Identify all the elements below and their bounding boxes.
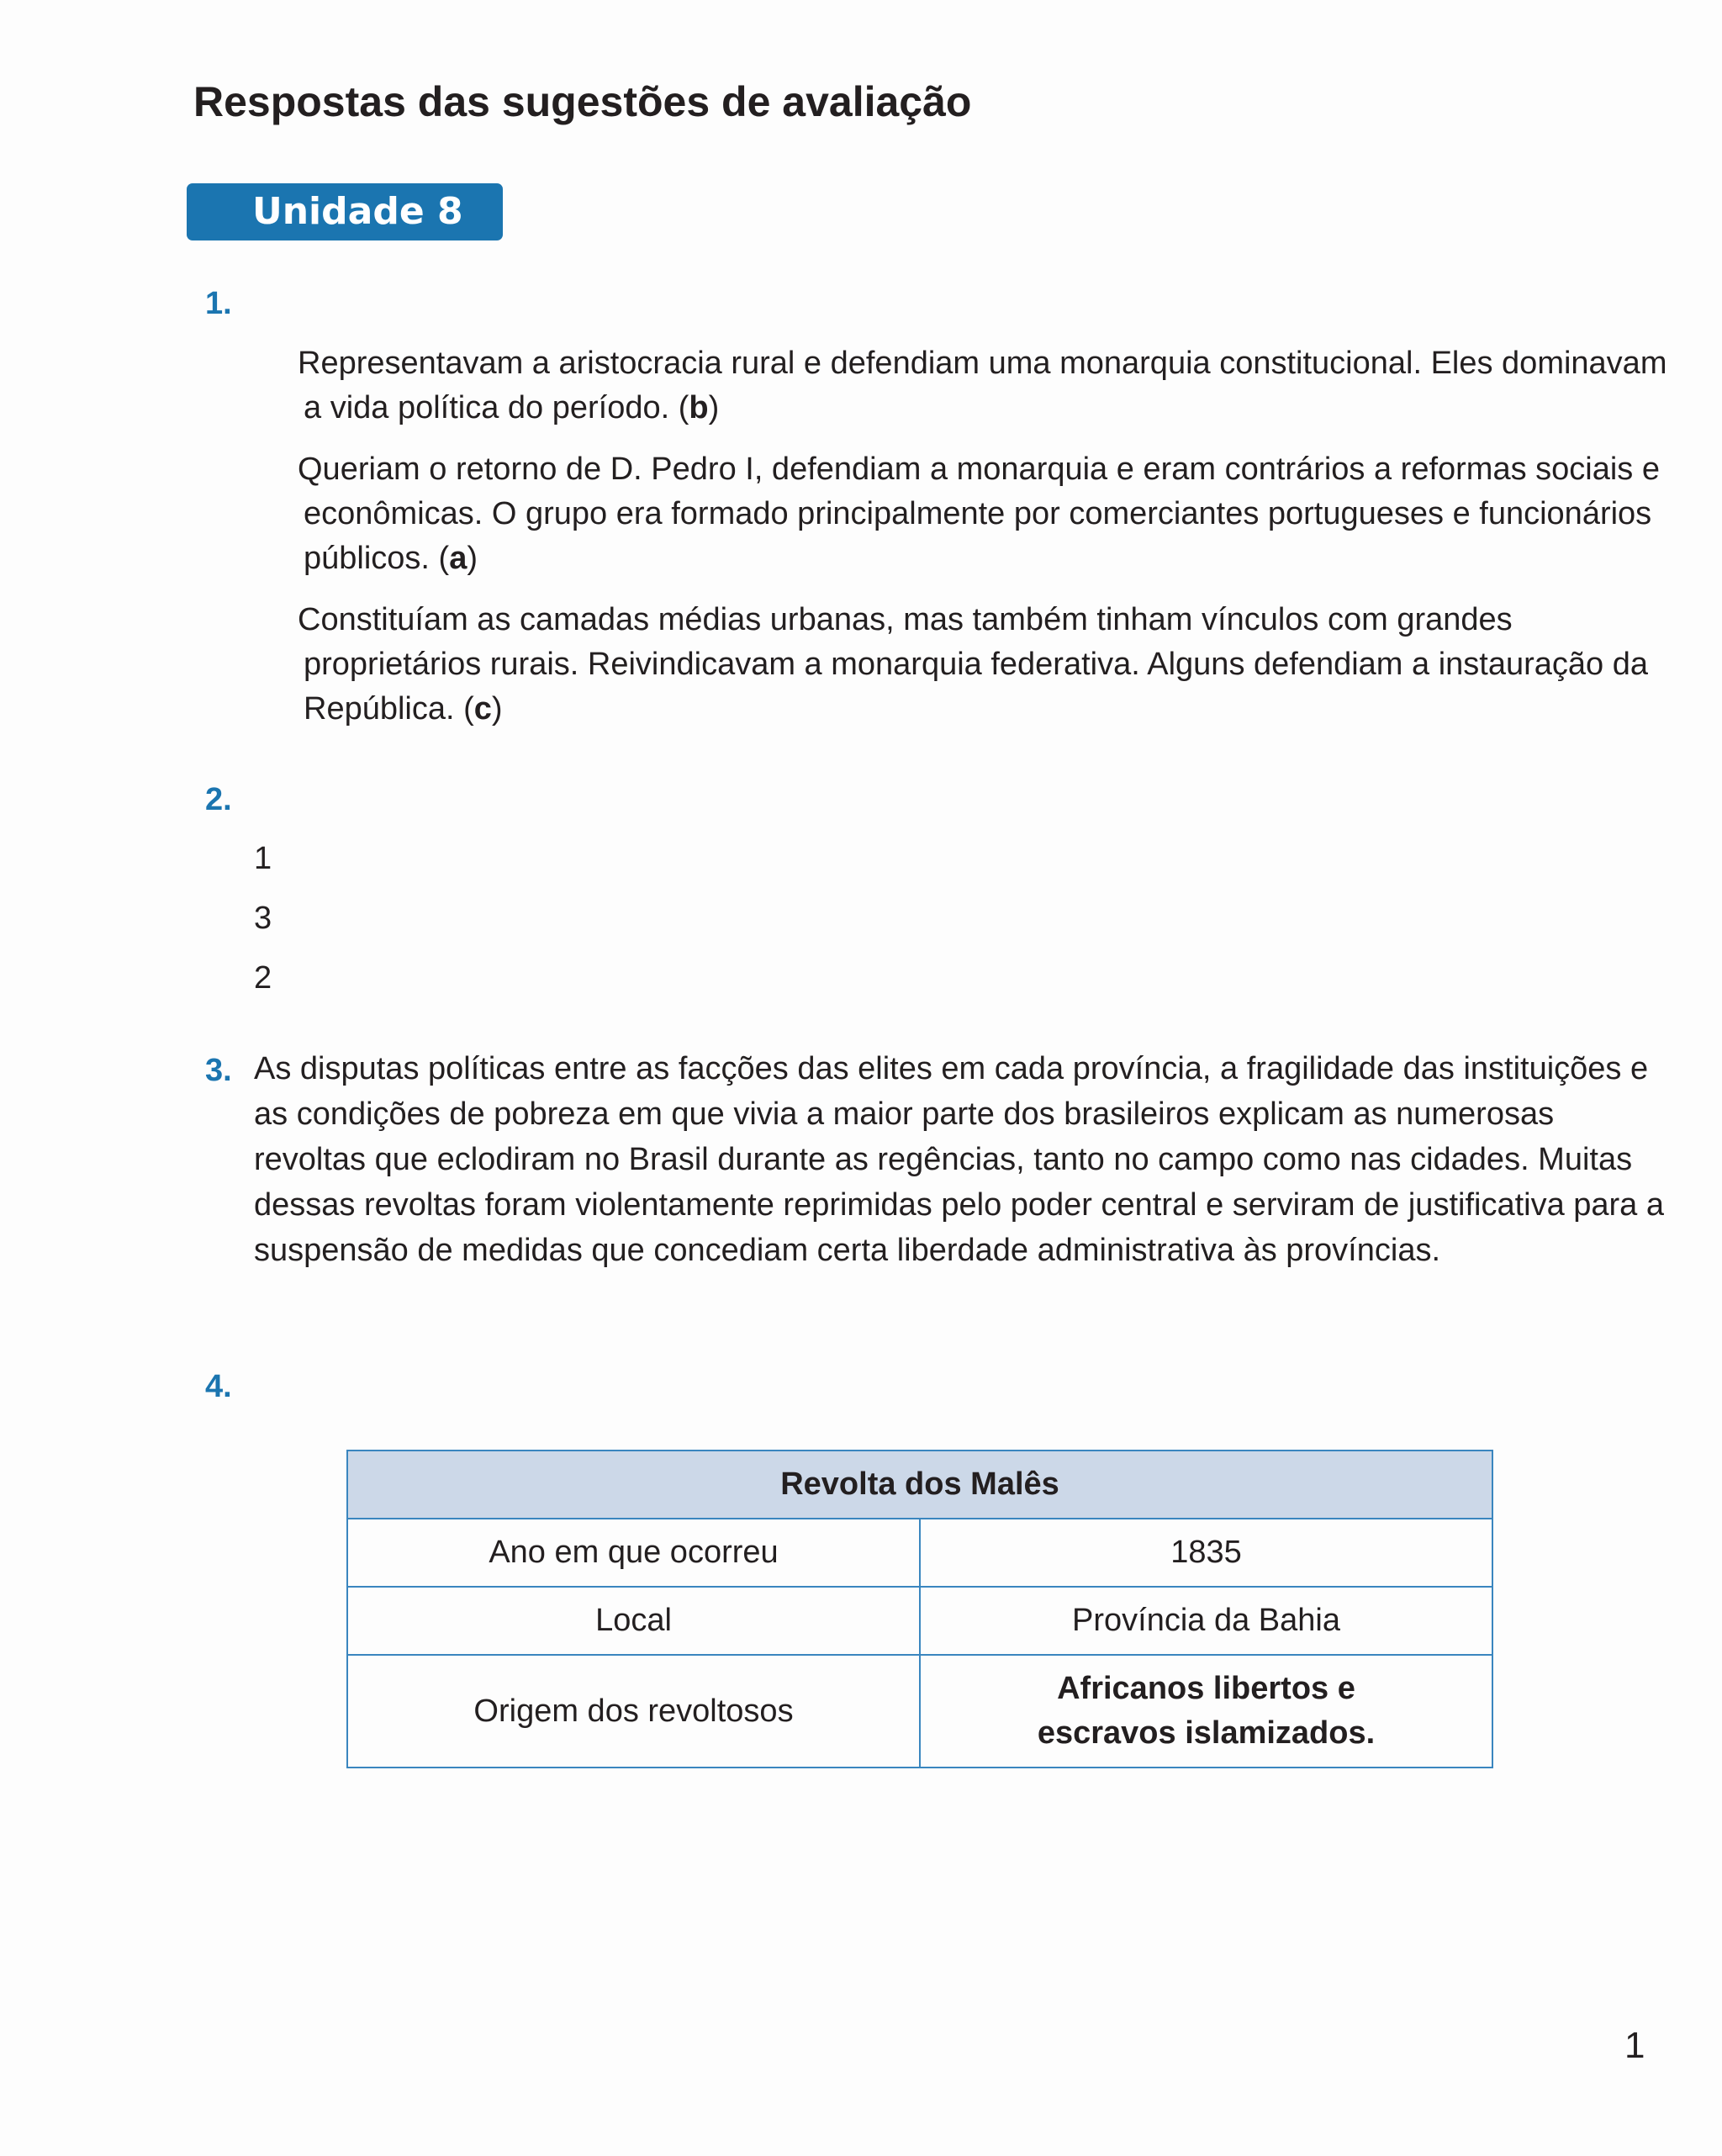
answer-item: Representavam a aristocracia rural e defendiam uma monarquia constitucional. Eles dominavam a vida política do período. (b) xyxy=(298,346,1667,425)
table-value-cell: 1835 xyxy=(920,1519,1492,1587)
answer-item: Queriam o retorno de D. Pedro I, defendiam a monarquia e eram contrários a reformas sociais e econômicas. O grupo era formado principalmente por comerciantes portugueses e funcionários públicos. (a) xyxy=(298,452,1660,576)
table-title: Revolta dos Malês xyxy=(347,1451,1492,1519)
answer-text: Queriam o retorno de D. Pedro I, defendiam a monarquia e eram contrários a reformas sociais e econômicas. O grupo era formado principalmente por comerciantes portugueses e funcionários públicos. xyxy=(298,452,1660,576)
answer-letter: c xyxy=(473,691,492,727)
answer-text: Representavam a aristocracia rural e defendiam uma monarquia constitucional. Eles dominavam a vida política do período. xyxy=(298,346,1667,425)
answer-letter: a xyxy=(449,541,467,576)
answer-text: Constituíam as camadas médias urbanas, mas também tinham vínculos com grandes proprietários rurais. Reivindicavam a monarquia federativa. Alguns defendiam a instauração da República. xyxy=(298,602,1648,727)
table-value-cell xyxy=(920,1655,1492,1768)
table-label-cell: Origem dos revoltosos xyxy=(347,1655,920,1768)
table-row xyxy=(347,1655,1492,1768)
unit-badge: Unidade 8 xyxy=(187,183,503,240)
question-1-answers xyxy=(298,341,1677,732)
table-value-cell: Província da Bahia xyxy=(920,1587,1492,1655)
page-number: 1 xyxy=(1624,2025,1645,2066)
question-3-number: 3. xyxy=(205,1053,232,1088)
question-4-number: 4. xyxy=(205,1369,232,1404)
revolta-males-table xyxy=(346,1450,1493,1768)
value-line: Africanos libertos e xyxy=(1057,1671,1355,1706)
table-header-row xyxy=(347,1451,1492,1519)
page-title: Respostas das sugestões de avaliação xyxy=(193,78,972,125)
answer-letter: b xyxy=(689,390,709,425)
answer-item: Constituíam as camadas médias urbanas, mas também tinham vínculos com grandes proprietários rurais. Reivindicavam a monarquia federativa. Alguns defendiam a instauração da República. (c) xyxy=(298,602,1648,727)
table-label-cell: Local xyxy=(347,1587,920,1655)
order-number: 2 xyxy=(254,960,272,996)
question-2-number: 2. xyxy=(205,782,232,817)
table-label-cell: Ano em que ocorreu xyxy=(347,1519,920,1587)
question-1-number: 1. xyxy=(205,286,232,321)
value-line: escravos islamizados. xyxy=(1037,1715,1376,1751)
order-number: 1 xyxy=(254,841,272,876)
table-row xyxy=(347,1587,1492,1655)
question-3-answer: As disputas políticas entre as facções das elites em cada província, a fragilidade das instituições e as condições de pobreza em que vivia a maior parte dos brasileiros explicam as numerosas revoltas que eclodiram no Brasil durante as regências, tanto no campo como nas cidades. Muitas dessas revoltas foram violentamente reprimidas pelo poder central e serviram de justificativa para a suspensão de medidas que concediam certa liberdade administrativa às províncias. xyxy=(254,1051,1665,1268)
order-number: 3 xyxy=(254,901,272,936)
table-row xyxy=(347,1519,1492,1587)
